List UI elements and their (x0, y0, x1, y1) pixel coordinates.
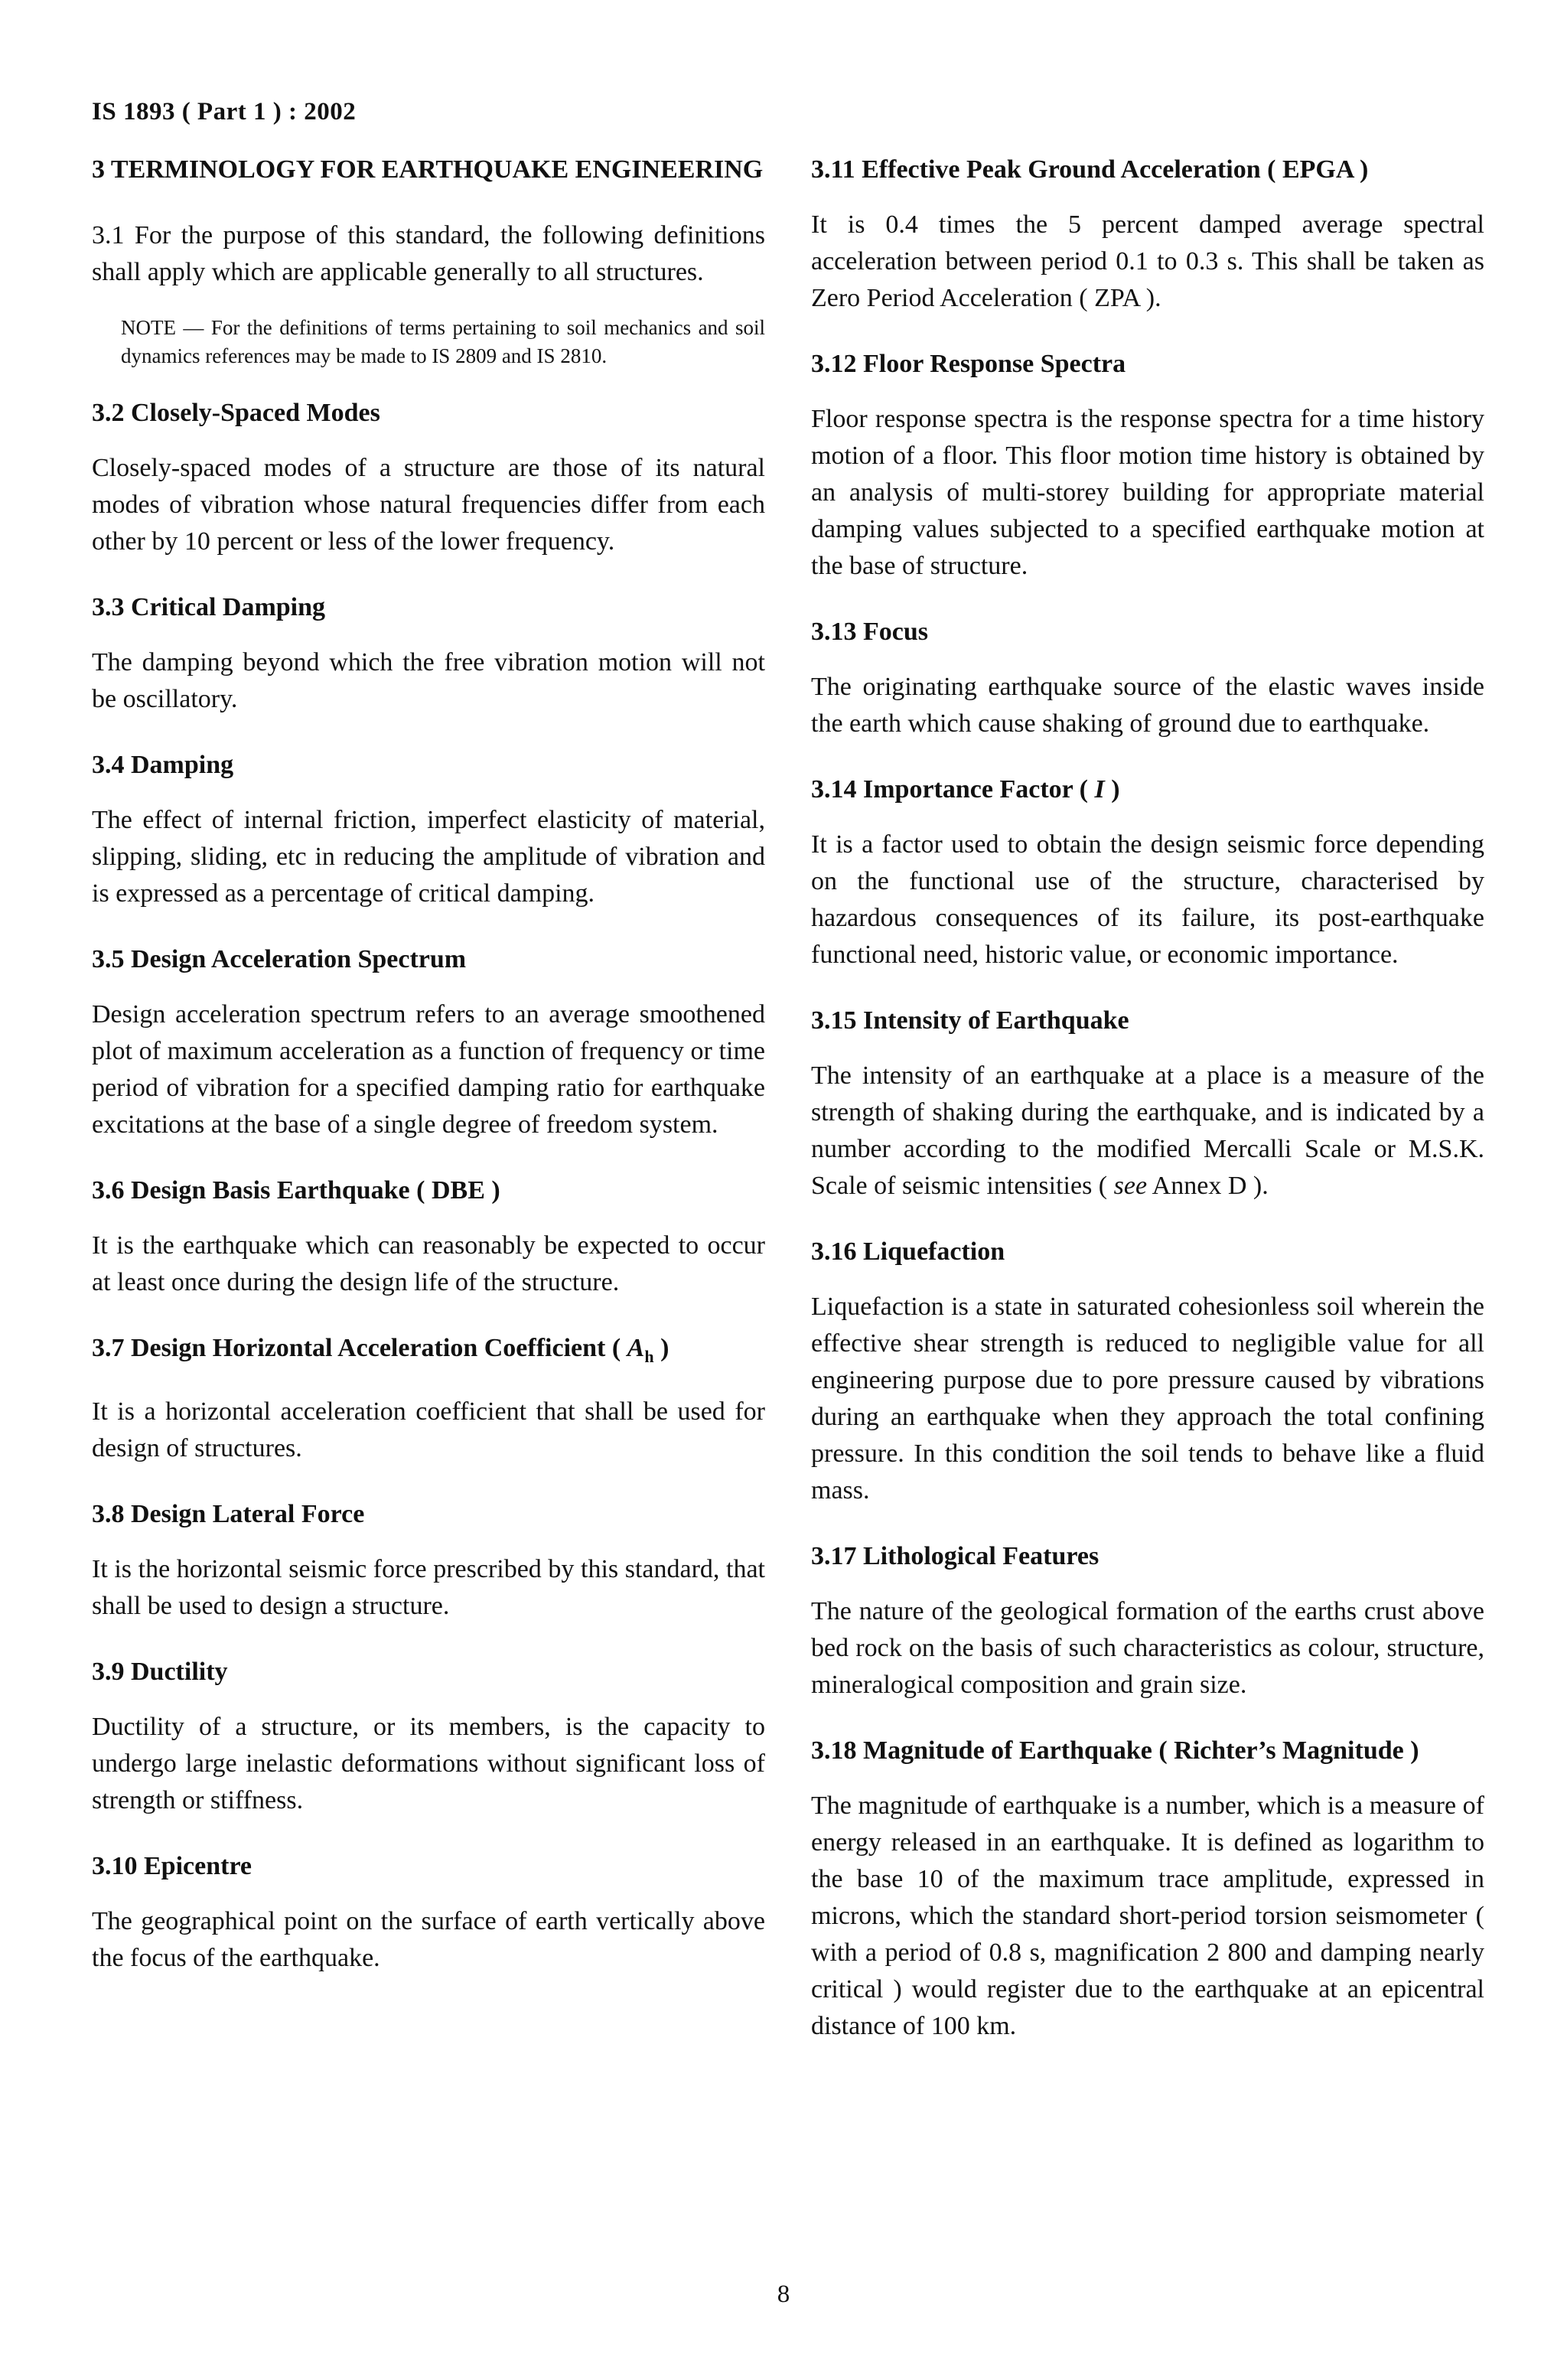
section-heading: 3.13 Focus (811, 618, 928, 646)
section-body: The magnitude of earthquake is a number, which is a measure of energy released in an earthquake. It is defined as logarithm to the base 10 of the maximum trace amplitude, expressed in microns, which the standard short-period torsion seismometer ( with a period of 0.8 s, magnification 2 800 and damping nearly critical ) would register due to the earthquake at an epicentral distance of 100 km. (811, 1792, 1484, 2040)
section-heading: 3.4 Damping (92, 751, 234, 779)
section-body: Liquefaction is a state in saturated cohesionless soil wherein the effective shear strength is reduced to negligible value for all engineering purpose due to pore pressure caused by vibrations during an earthquake when they approach the total confining pressure. In this condition the soil tends to behave like a fluid mass. (811, 1293, 1484, 1505)
section-body: Closely-spaced modes of a structure are those of its natural modes of vibration whose natural frequencies differ from each other by 10 percent or less of the lower frequency. (92, 454, 765, 556)
right-column (811, 153, 1484, 2075)
running-header: IS 1893 ( Part 1 ) : 2002 (92, 98, 357, 126)
section-heading-text: 3.7 Design Horizontal Acceleration Coefficient (92, 1334, 606, 1362)
page-number: 8 (777, 2281, 790, 2308)
section-heading: 3.10 Epicentre (92, 1851, 252, 1880)
symbol: A (627, 1334, 645, 1362)
section-heading: 3.11 Effective Peak Ground Acceleration ( EPGA ) (811, 155, 1369, 184)
symbol: I (1094, 775, 1105, 804)
section-body: It is the earthquake which can reasonably be expected to occur at least once during the design life of the structure. (92, 1231, 765, 1296)
section-body: It is 0.4 times the 5 percent damped average spectral acceleration between period 0.1 to 0.3 s. This shall be taken as Zero Period Acceleration ( ZPA ). (811, 210, 1484, 312)
section-3-12 (811, 347, 1484, 585)
section-body: Floor response spectra is the response spectra for a time history motion of a floor. This floor motion time history is obtained by an analysis of multi-storey building for appropriate material damping values subjected to a specified earthquake motion at the base of structure. (811, 405, 1484, 580)
section-heading: 3.15 Intensity of Earthquake (811, 1006, 1129, 1035)
section-body (811, 1058, 1484, 1205)
body-text-tail: Annex D ). (1147, 1172, 1269, 1200)
section-heading-text: 3.14 Importance Factor (811, 775, 1073, 804)
section-body: Design acceleration spectrum refers to an average smoothened plot of maximum acceleration as a function of frequency or time period of vibration for a specified damping ratio for earthquake excitations at the base of a single degree of freedom system. (92, 1000, 765, 1139)
subscript: h (644, 1346, 654, 1366)
section-body: The geographical point on the surface of earth vertically above the focus of the earthquake. (92, 1906, 765, 1972)
note: NOTE — For the definitions of terms pertaining to soil mechanics and soil dynamics references may be made to IS 2809 and IS 2810. (121, 316, 765, 367)
section-heading: 3.16 Liquefaction (811, 1237, 1005, 1266)
section-heading: 3.6 Design Basis Earthquake ( DBE ) (92, 1176, 500, 1205)
section-3-4 (92, 748, 765, 912)
chapter-heading: 3 TERMINOLOGY FOR EARTHQUAKE ENGINEERING (92, 155, 764, 184)
section-3-10 (92, 1850, 765, 1977)
section-3-11 (811, 153, 1484, 317)
section-3-6 (92, 1174, 765, 1301)
section-heading: 3.18 Magnitude of Earthquake ( Richter’s Magnitude ) (811, 1736, 1419, 1765)
section-3-13 (811, 615, 1484, 742)
section-3-18 (811, 1734, 1484, 2045)
section-heading: 3.8 Design Lateral Force (92, 1499, 365, 1528)
section-3-15 (811, 1004, 1484, 1205)
section-3-7 (92, 1332, 765, 1467)
section-body: It is a factor used to obtain the design seismic force depending on the functional use of the structure, characterised by hazardous consequences of its failure, its post-earthquake functional need, historic value, or economic importance. (811, 830, 1484, 969)
section-heading: 3.7 Design Horizontal Acceleration Coefficient ( $A_h$ ) (92, 1334, 669, 1366)
section-body: The damping beyond which the free vibration motion will not be oscillatory. (92, 648, 765, 713)
section-3-3 (92, 591, 765, 718)
section-body: The nature of the geological formation of the earths crust above bed rock on the basis of such characteristics as colour, structure, mineralogical composition and grain size. (811, 1597, 1484, 1699)
section-heading: 3.2 Closely-Spaced Modes (92, 399, 380, 427)
left-column (92, 153, 765, 2007)
body-text: The intensity of an earthquake at a place is a measure of the strength of shaking during the earthquake, and is indicated by a number according to the modified Mercalli Scale or M.S.K. Scale of seismic intensities ( (811, 1061, 1484, 1200)
section-body: It is a horizontal acceleration coefficient that shall be used for design of structures. (92, 1397, 765, 1462)
section-body: Ductility of a structure, or its members, is the capacity to undergo large inelastic deformations without significant loss of strength or stiffness. (92, 1712, 765, 1814)
section-3-9 (92, 1655, 765, 1819)
section-heading: 3.9 Ductility (92, 1657, 228, 1686)
section-heading: 3.14 Importance Factor ( I ) (811, 775, 1120, 804)
section-heading: 3.5 Design Acceleration Spectrum (92, 945, 467, 973)
section-3-17 (811, 1540, 1484, 1703)
intro-clause: 3.1 For the purpose of this standard, the following definitions shall apply which are applicable generally to all structures. (92, 221, 765, 286)
see-reference: see (1113, 1172, 1148, 1200)
section-heading: 3.3 Critical Damping (92, 593, 326, 621)
section-3-8 (92, 1498, 765, 1625)
section-heading: 3.12 Floor Response Spectra (811, 350, 1126, 378)
section-3-16 (811, 1235, 1484, 1509)
section-body: It is the horizontal seismic force prescribed by this standard, that shall be used to design a structure. (92, 1554, 765, 1620)
section-3-5 (92, 943, 765, 1143)
section-3-2 (92, 396, 765, 560)
section-body: The effect of internal friction, imperfect elasticity of material, slipping, sliding, etc in reducing the amplitude of vibration and is expressed as a percentage of critical damping. (92, 806, 765, 908)
section-body: The originating earthquake source of the elastic waves inside the earth which cause shaking of ground due to earthquake. (811, 673, 1484, 738)
section-heading: 3.17 Lithological Features (811, 1542, 1100, 1570)
section-3-14 (811, 773, 1484, 973)
